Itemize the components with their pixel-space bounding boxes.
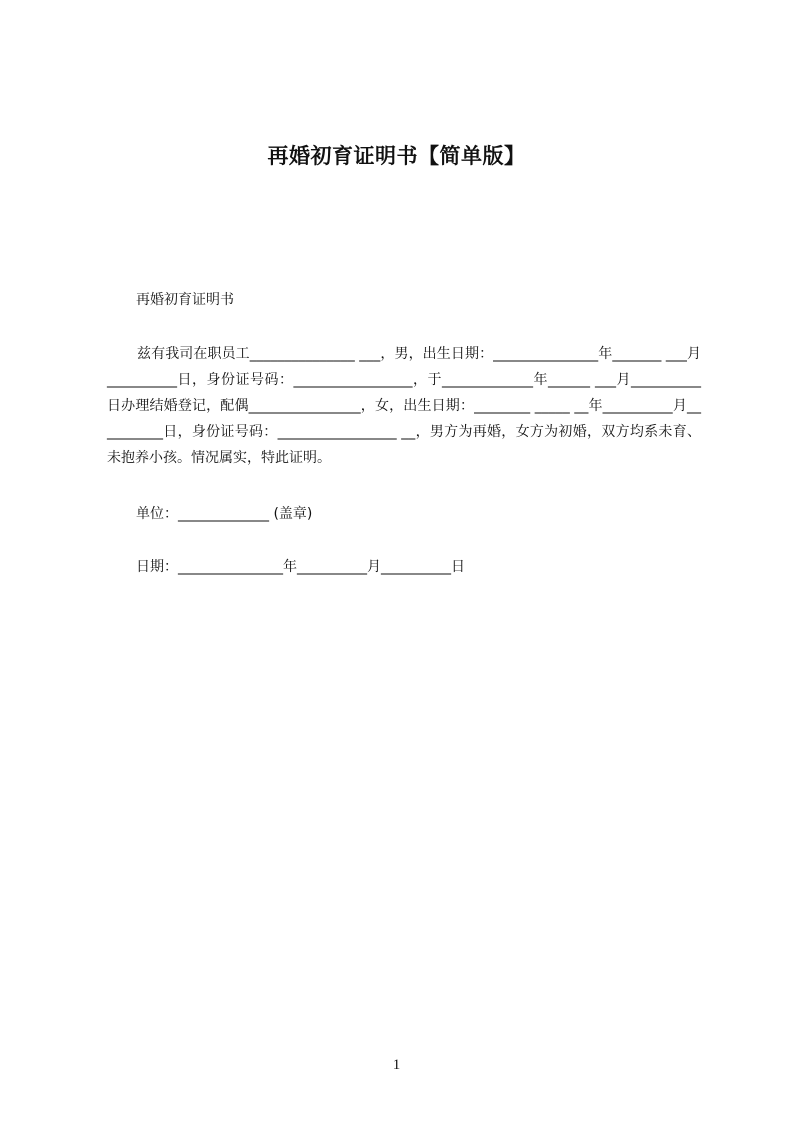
page-number: 1: [392, 1057, 401, 1073]
certificate-subheading: 再婚初育证明书: [136, 292, 234, 308]
date-line: 日期：_______________年__________月__________日: [136, 559, 465, 575]
unit-seal-line: 单位：_____________ (盖章): [136, 506, 313, 522]
certificate-body-paragraph: 兹有我司在职员工_______________ ___，男，出生日期：_______________年_______ ___月__________日，身份证号码：_________________，于_____________年______ ___月__________日办理结婚登记，配偶________________，女，出生日期：________ _____ __年__________月__________日，身份证号码：_________________ __，男方为再婚，女方为初婚，双方均系未育、未抱养小孩。情况属实，特此证明。: [107, 346, 701, 466]
document-title: 再婚初育证明书【简单版】: [267, 144, 526, 168]
